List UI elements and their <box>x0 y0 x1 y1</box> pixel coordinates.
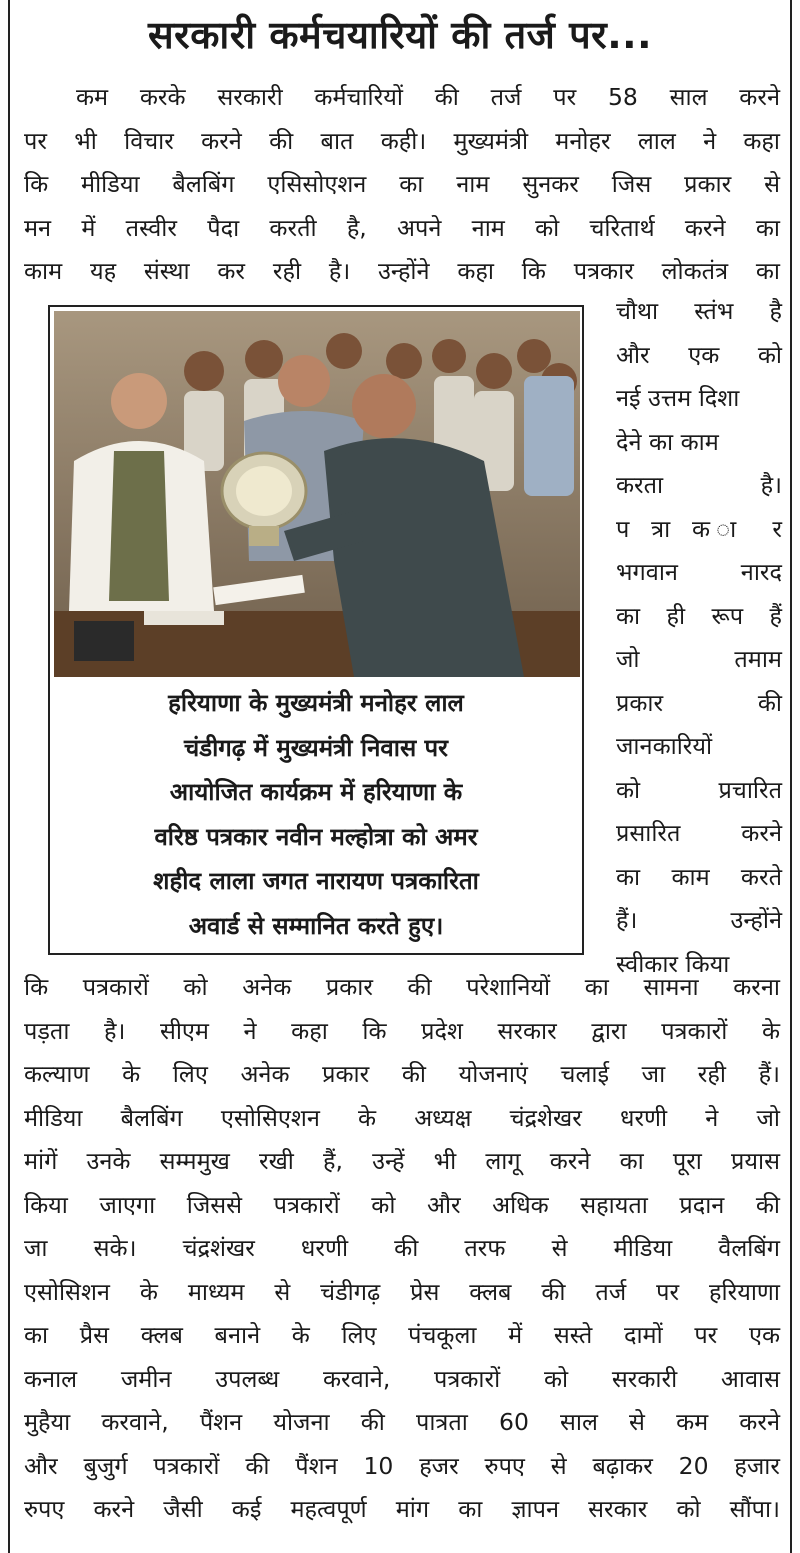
caption-line: चंडीगढ़ में मुख्यमंत्री निवास पर <box>184 733 448 762</box>
text-line: कनाल जमीन उपलब्ध करवाने, पत्रकारों को सरकारी आवास <box>24 1364 780 1393</box>
award-ceremony-photo <box>54 311 580 677</box>
text-line: पर भी विचार करने की बात कही। मुख्यमंत्री मनोहर लाल ने कहा <box>24 126 780 155</box>
caption-line: शहीद लाला जगत नारायण पत्रकारिता <box>153 867 479 895</box>
text-line: मुहैया करवाने, पैंशन योजना की पात्रता 60 साल से कम करने <box>24 1408 780 1436</box>
text-line: मीडिया बैलबिंग एसोसिएशन के अध्यक्ष चंद्रशेखर धरणी ने जो <box>24 1103 780 1132</box>
text-line: को प्रचारित <box>616 775 782 804</box>
text-line: का ही रूप हैं <box>616 601 782 630</box>
caption-line: वरिष्ठ पत्रकार नवीन मल्होत्रा को अमर <box>154 822 478 851</box>
text-line: देने का काम <box>616 427 719 456</box>
article-bottom-paragraph <box>24 966 780 1532</box>
text-line: कि मीडिया बैलबिंग एसिसोएशन का नाम सुनकर जिस प्रकार से <box>24 170 780 198</box>
text-line: कम करके सरकारी कर्मचारियों की तर्ज पर 58 साल करने <box>76 83 780 111</box>
text-line: नई उत्तम दिशा <box>616 384 740 412</box>
text-line: हैं। उन्होंने <box>616 906 782 934</box>
text-line: मांगें उनके सम्ममुख रखी हैं, उन्हें भी लागू करने का पूरा प्रयास <box>24 1147 780 1175</box>
text-line: एसोसिशन के माध्यम से चंडीगढ़ प्रेस क्लब की तर्ज पर हरियाणा <box>24 1277 780 1306</box>
text-line: और बुजुर्ग पत्रकारों की पैंशन 10 हजर रुपए से बढ़ाकर 20 हजार <box>24 1451 780 1480</box>
text-line: स्वीकार किया <box>616 949 730 978</box>
text-line: प्रसारित करने <box>616 819 782 847</box>
caption-line: अवार्ड से सम्मानित करते हुए। <box>188 911 444 940</box>
caption-line: आयोजित कार्यक्रम में हरियाणा के <box>169 778 463 806</box>
text-line: जो तमाम <box>616 645 782 673</box>
text-line: काम यह संस्था कर रही है। उन्होंने कहा कि पत्रकार लोकतंत्र का <box>24 257 780 285</box>
text-line: का काम करते <box>616 862 782 891</box>
newspaper-clipping <box>8 0 792 1553</box>
caption-line: हरियाणा के मुख्यमंत्री मनोहर लाल <box>168 689 464 717</box>
text-line: करता है। <box>616 471 782 499</box>
text-line: और एक को <box>616 340 782 369</box>
text-line: प्रकार की <box>616 688 782 717</box>
text-line: भगवान नारद <box>616 558 782 586</box>
text-line: मन में तस्वीर पैदा करती है, अपने नाम को चरितार्थ करने का <box>24 213 780 242</box>
text-line: पड़ता है। सीएम ने कहा कि प्रदेश सरकार द्वारा पत्रकारों के <box>24 1016 780 1045</box>
text-line: किया जाएगा जिससे पत्रकारों को और अधिक सहायता प्रदान की <box>24 1190 780 1219</box>
photo-frame <box>48 305 584 955</box>
article-top-paragraph <box>24 76 780 294</box>
text-line: चौथा स्तंभ है <box>616 297 782 325</box>
text-line: रुपए करने जैसी कई महत्वपूर्ण मांग का ज्ञापन सरकार को सौंपा। <box>24 1495 780 1523</box>
text-line: कल्याण के लिए अनेक प्रकार की योजनाएं चलाई जा रही हैं। <box>24 1060 780 1088</box>
text-line: प त्रा क ा र <box>616 514 782 543</box>
article-headline: सरकारी कर्मचयारियों की तर्ज पर... <box>147 13 653 57</box>
photo-caption <box>58 681 574 948</box>
article-side-column <box>616 290 782 986</box>
text-line: जा सके। चंद्रशंखर धरणी की तरफ से मीडिया वैलबिंग <box>24 1234 780 1262</box>
text-line: कि पत्रकारों को अनेक प्रकार की परेशानियों का सामना करना <box>24 973 780 1001</box>
photo-illustration <box>54 311 580 677</box>
text-line: जानकारियों <box>616 732 713 760</box>
text-line: का प्रैस क्लब बनाने के लिए पंचकूला में सस्ते दामों पर एक <box>24 1321 780 1349</box>
